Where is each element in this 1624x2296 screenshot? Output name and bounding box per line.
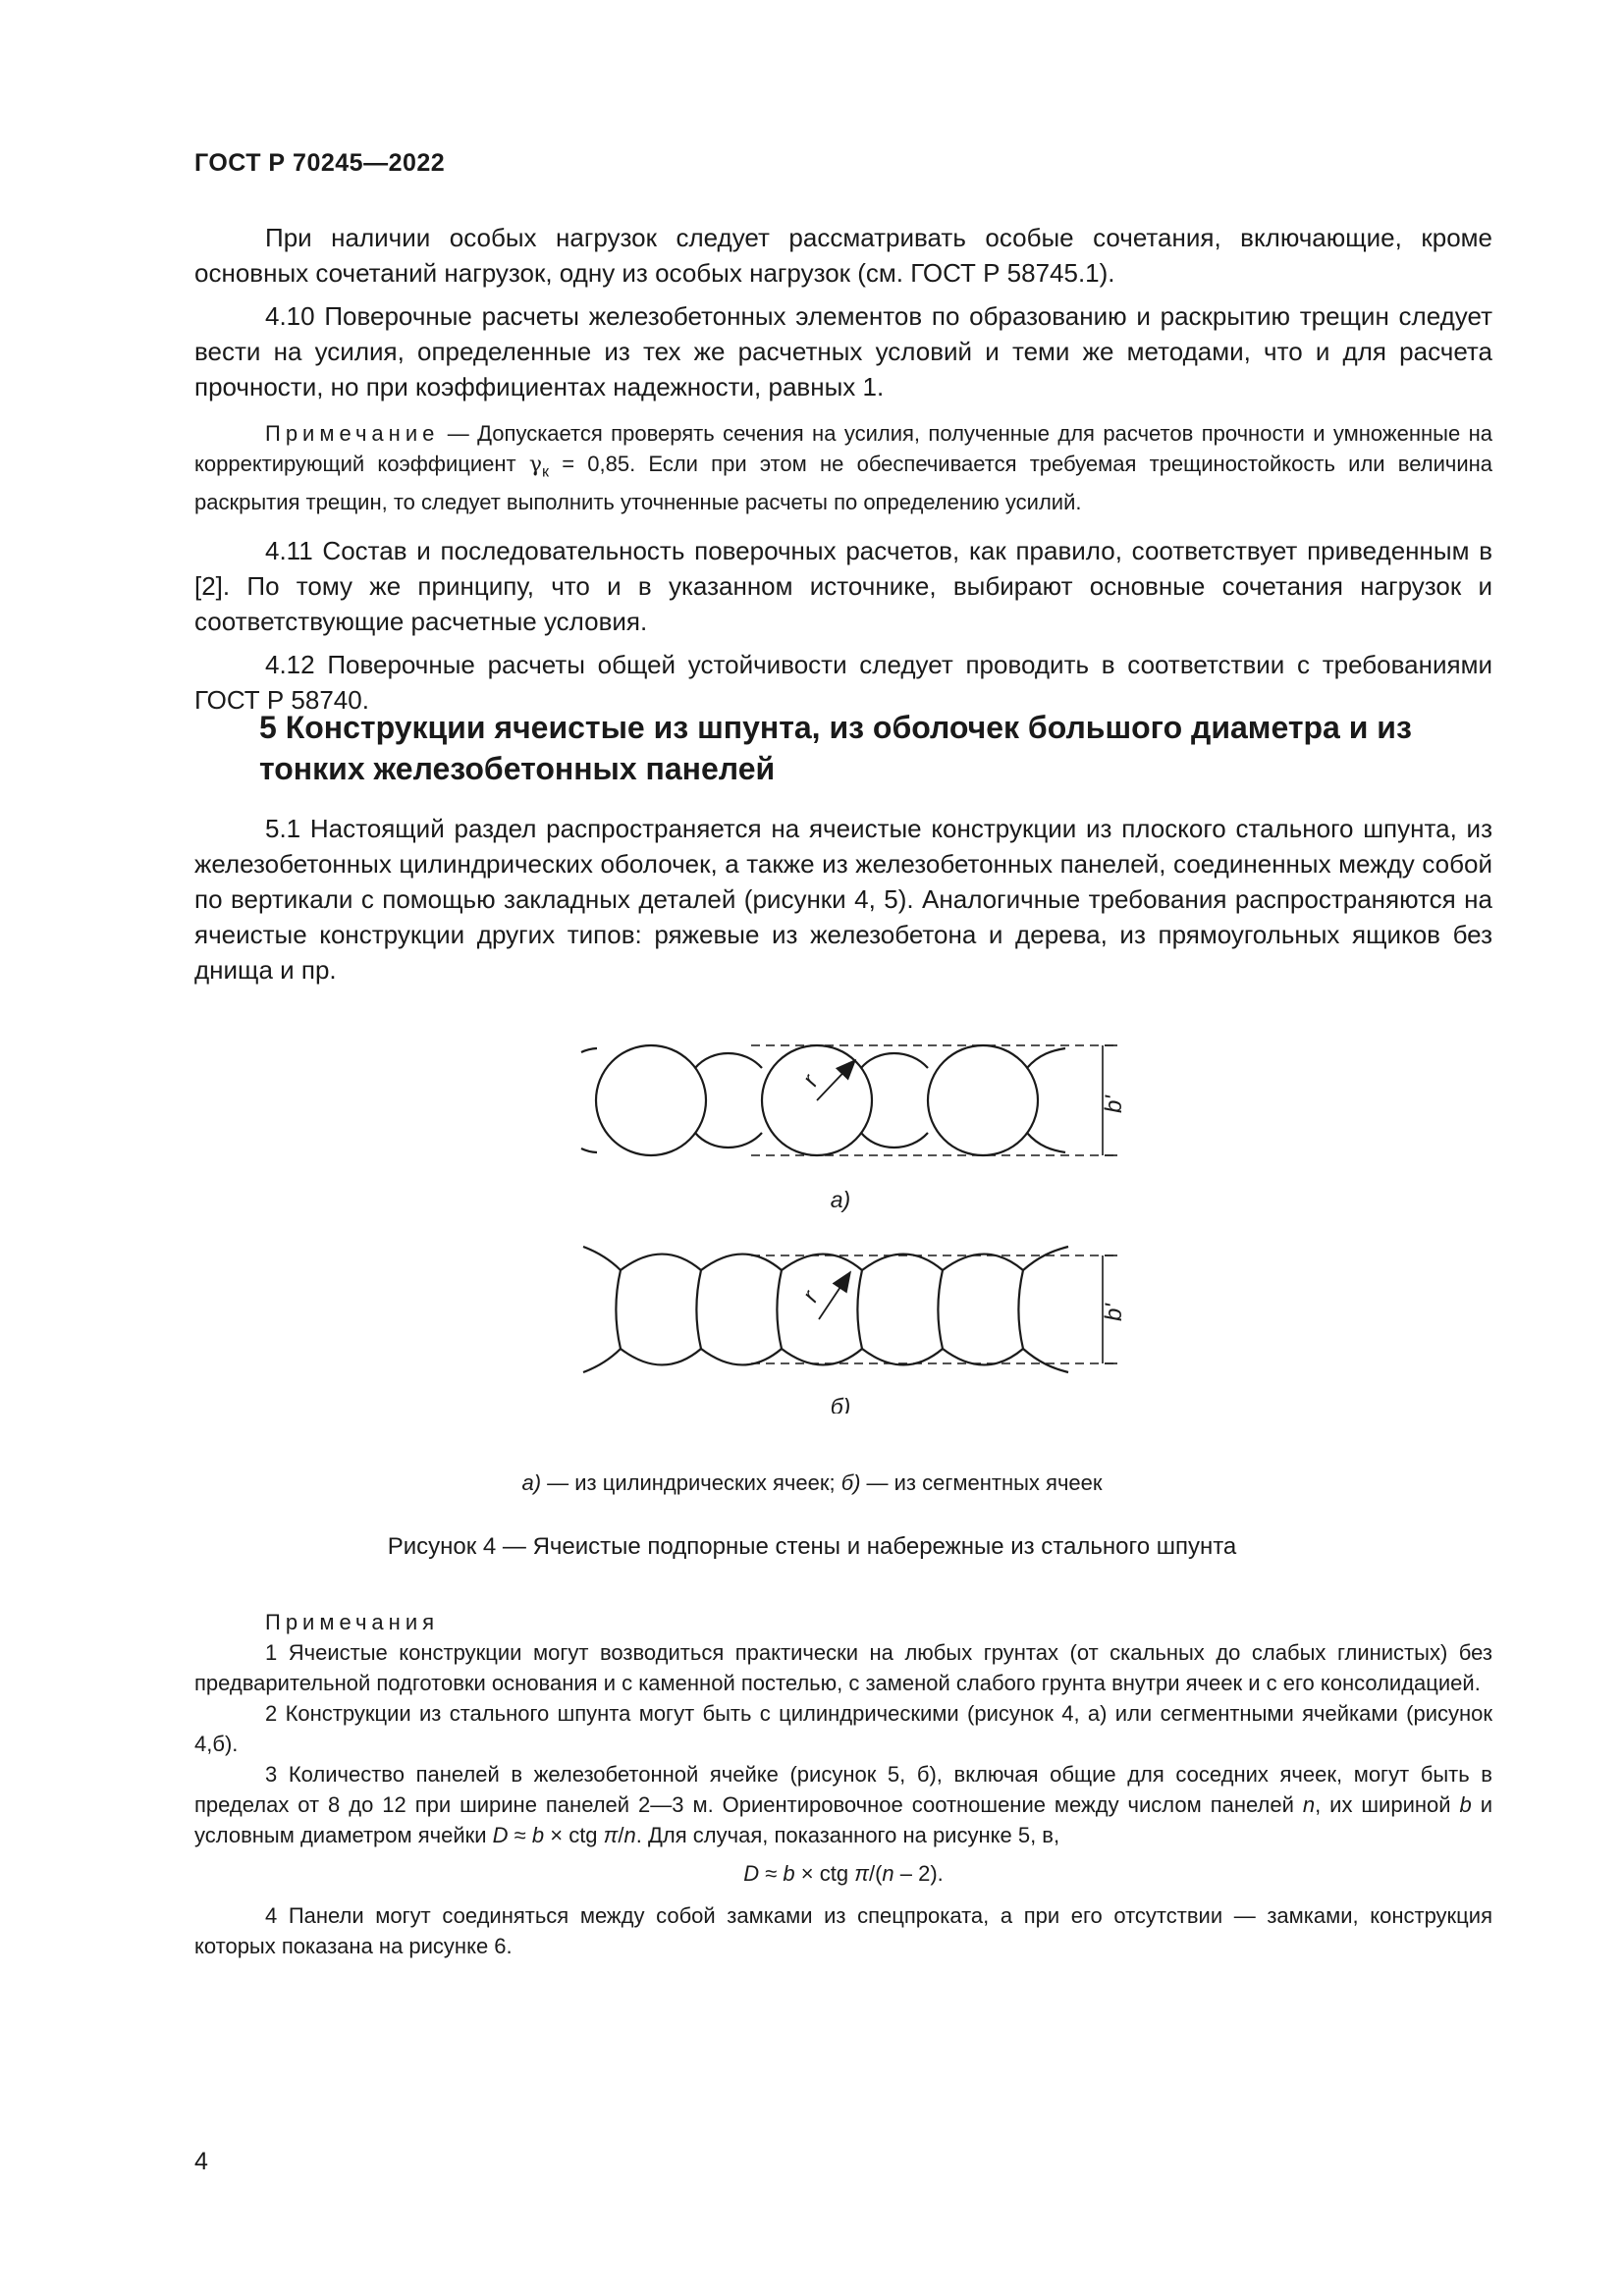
figure-4-caption: Рисунок 4 — Ячеистые подпорные стены и набережные из стального шпунта bbox=[387, 1533, 1237, 1560]
radius-label-a: r bbox=[796, 1070, 825, 1091]
radius-label-b: r bbox=[796, 1286, 825, 1307]
section-5-heading: 5 Конструкции ячеистые из шпунта, из оболочек большого диаметра и из тонких железобетонных панелей bbox=[259, 710, 1412, 786]
intro-block bbox=[194, 220, 1492, 718]
note-2: 2 Конструкции из стального шпунта могут быть с цилиндрическими (рисунок 4, а) или сегментными ячейками (рисунок 4,б). bbox=[194, 1701, 1492, 1756]
sublabel-b: б) bbox=[830, 1394, 851, 1414]
note-3: 3 Количество панелей в железобетонной ячейке (рисунок 5, б), включая общие для соседних ячеек, могут быть в пределах от 8 до 12 при ширине панелей 2—3 м. Ориентировочное соотношение между числом панелей n, их шириной b и условным диаметром ячейки D ≈ b × ctg π/n. Для случая, показанного на рисунке 5, в, bbox=[194, 1762, 1492, 1847]
radius-arrow-a bbox=[817, 1060, 855, 1100]
note-4-10: Примечание — Допускается проверять сечения на усилия, полученные для расчетов прочности и умноженные на корректирующий коэффициент $\gamma_к = 0,85$. Если при этом не обеспечивается требуемая трещиностойкость или величина раскрытия трещин, то следует выполнить уточненные расчеты по определению усилий. bbox=[194, 421, 1492, 515]
notes-heading: Примечания bbox=[265, 1610, 440, 1634]
paragraph-5-1: 5.1 Настоящий раздел распространяется на ячеистые конструкции из плоского стального шпунта, из железобетонных цилиндрических оболочек, а также из железобетонных панелей, соединенных между собой по вертикали с помощью закладных деталей (рисунки 4, 5). Аналогичные требования распространяются на ячеистые конструкции других типов: ряжевые из железобетона и дерева, из прямоугольных ящиков без днища и пр. bbox=[194, 814, 1492, 985]
paragraph-4-12: 4.12 Поверочные расчеты общей устойчивости следует проводить в соответствии с требованиями ГОСТ Р 58740. bbox=[194, 650, 1492, 716]
figure-4-drawing bbox=[550, 991, 1159, 1414]
width-label-a: b' bbox=[1101, 1095, 1127, 1113]
section-5-body bbox=[194, 811, 1492, 988]
figure-4-legend: а) — из цилиндрических ячеек; б) — из сегментных ячеек bbox=[521, 1470, 1103, 1495]
note-label: Примечание bbox=[265, 421, 440, 446]
paragraph-4-10: 4.10 Поверочные расчеты железобетонных элементов по образованию и раскрытию трещин следует вести на усилия, определенные из тех же расчетных условий и теми же методами, что и для расчета прочности, но при коэффициентах надежности, равных 1. bbox=[194, 301, 1492, 401]
document-code-header: ГОСТ Р 70245—2022 bbox=[194, 149, 446, 177]
notes-block bbox=[194, 1607, 1492, 1961]
gamma-symbol: γ bbox=[528, 453, 542, 477]
note-1: 1 Ячеистые конструкции могут возводиться практически на любых грунтах (от скальных до слабых глинистых) без предварительной подготовки основания и с каменной постелью, с заменой слабого грунта внутри ячеек и с его консолидацией. bbox=[194, 1640, 1492, 1695]
formula-diameter: D ≈ b × ctg π/(n – 2). bbox=[743, 1861, 944, 1886]
figure-4 bbox=[550, 991, 1159, 1418]
cylindrical-cells-diagram bbox=[581, 1045, 1065, 1155]
paragraph-4-11: 4.11 Состав и последовательность поверочных расчетов, как правило, соответствует приведенным в [2]. По тому же принципу, что и в указанном источнике, выбирают основные сочетания нагрузок и соответствующие расчетные условия. bbox=[194, 536, 1492, 637]
cylinder-cell-1 bbox=[596, 1045, 706, 1155]
radius-arrow-b bbox=[819, 1272, 850, 1319]
paragraph-special-loads: При наличии особых нагрузок следует рассматривать особые сочетания, включающие, кроме основных сочетаний нагрузок, одну из особых нагрузок (см. ГОСТ Р 58745.1). bbox=[194, 223, 1492, 288]
page-number: 4 bbox=[194, 2148, 208, 2175]
cylinder-cell-3 bbox=[928, 1045, 1038, 1155]
note-4: 4 Панели могут соединяться между собой замками из спецпроката, а при его отсутствии — замками, конструкция которых показана на рисунке 6. bbox=[194, 1903, 1492, 1958]
width-label-b: b' bbox=[1101, 1304, 1127, 1321]
sublabel-a: а) bbox=[830, 1187, 851, 1212]
